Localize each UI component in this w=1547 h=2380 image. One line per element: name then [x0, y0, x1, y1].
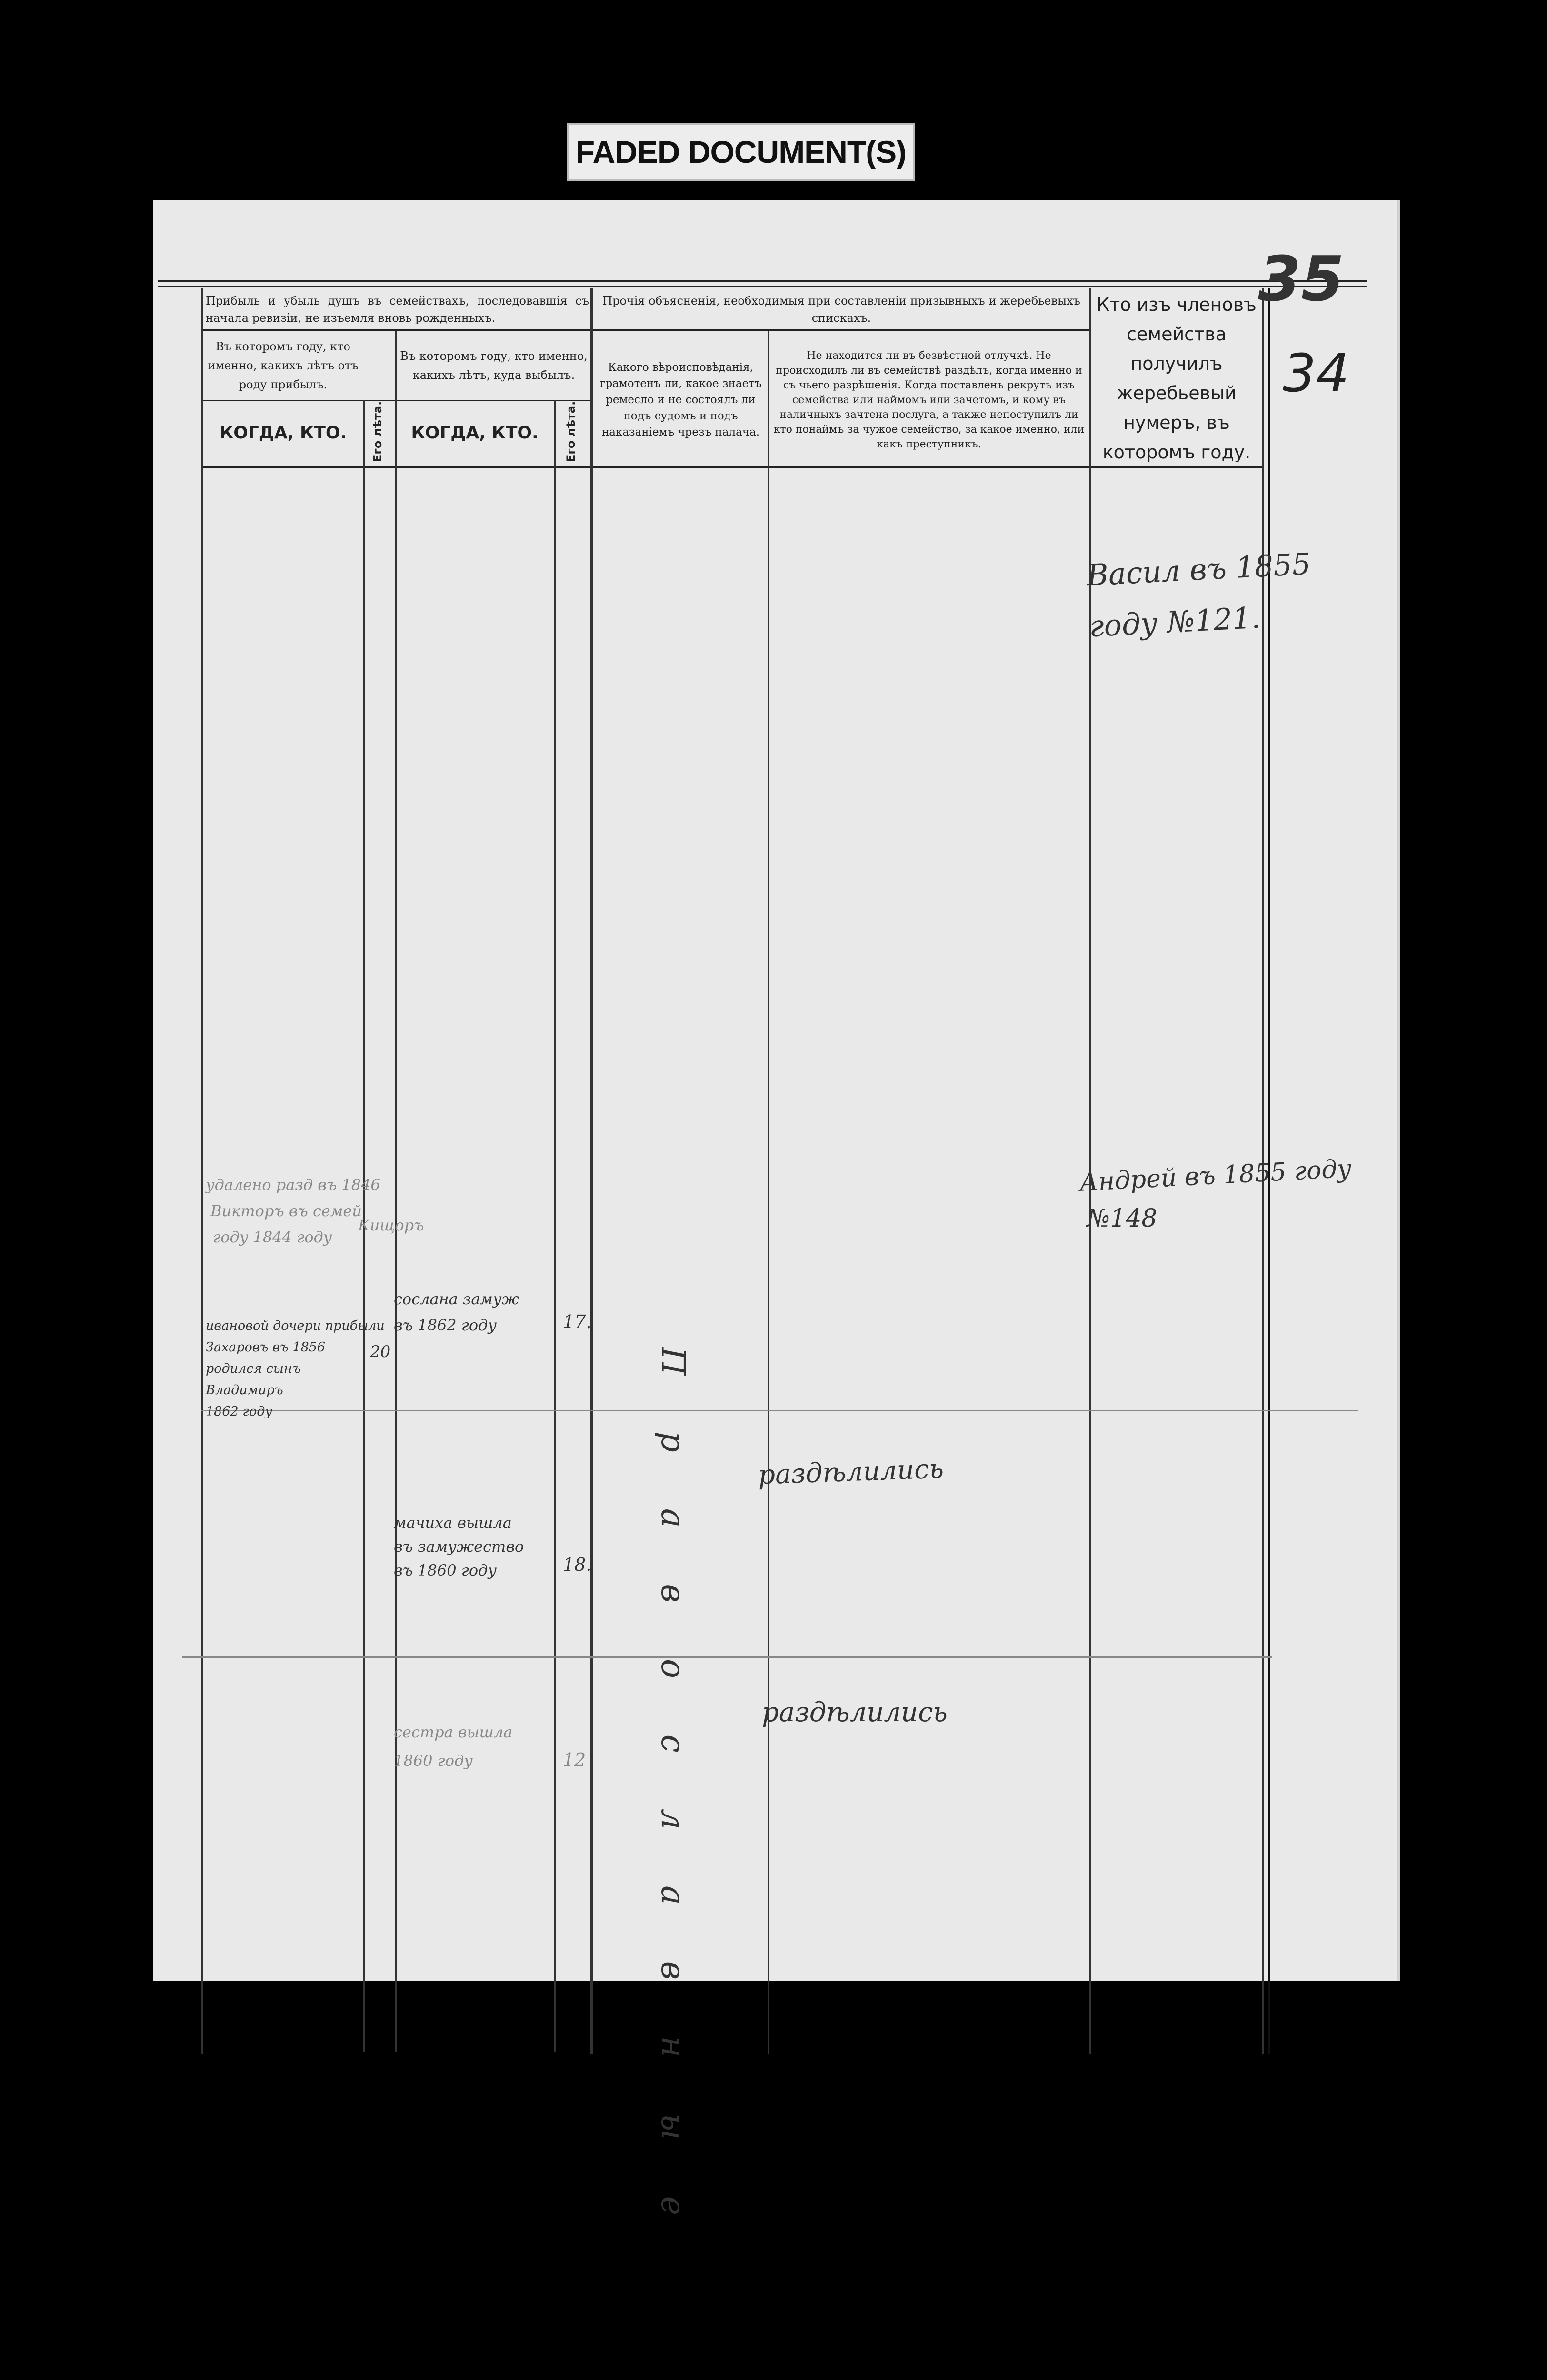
header-when-who-1: КОГДА, КТО.: [219, 423, 347, 443]
faded-document-label: FADED DOCUMENT(S): [567, 123, 915, 181]
header-age-1: Его лѣта.: [371, 401, 384, 462]
col-line-left: [201, 288, 203, 2054]
arrived-entry-1-line-3: году 1844 году: [213, 1228, 332, 1246]
departed-entry-1-age: 17.: [563, 1311, 592, 1332]
row-separator-2: [182, 1656, 1272, 1658]
arrived-entry-2-line-3: родился сынъ: [206, 1361, 301, 1376]
header-when-who-2: КОГДА, КТО.: [411, 423, 539, 443]
absence-entry-2: раздѣлились: [762, 1697, 948, 1728]
departed-entry-3-age: 12: [563, 1749, 586, 1770]
arrived-entry-2-line-1: ивановой дочери прибыли: [206, 1319, 385, 1333]
col-line-4: [554, 400, 556, 2052]
arrived-entry-1-line-2: Викторъ въ семей: [210, 1202, 362, 1220]
lot-entry-1-line-2: году №121.: [1088, 600, 1262, 644]
departed-entry-1-line-2: въ 1862 году: [394, 1316, 497, 1334]
departed-entry-2-age: 18.: [563, 1554, 592, 1575]
header-age-2: Его лѣта.: [564, 401, 578, 462]
lot-entry-2-line-1: Андрей въ 1855 году: [1078, 1154, 1352, 1197]
arrived-entry-1-age: Кищоръ: [358, 1216, 424, 1234]
departed-entry-2-line-3: въ 1860 году: [394, 1561, 497, 1579]
header-lot-number: Кто изъ членовъ семейства получилъ жеребьевый нумеръ, въ которомъ году.: [1097, 294, 1257, 463]
register-page: [153, 200, 1400, 2271]
absence-entry-1: раздѣлились: [757, 1453, 944, 1491]
header-arrivals-departures: Прибыль и убыль душъ въ семействахъ, последовавшiя съ начала ревизiи, не изъемля вновь рожденныхъ.: [206, 294, 589, 325]
lot-entry-2-line-2: №148: [1087, 1204, 1158, 1233]
religion-entry-vertical: Православные: [654, 1347, 691, 2271]
page-number-bottom: 34: [1283, 343, 1349, 404]
col-line-3: [395, 331, 397, 402]
departed-entry-2-line-1: мачиха вышла: [394, 1514, 512, 1532]
arrived-entry-1-line-1: удалено разд въ 1846: [206, 1176, 380, 1194]
lot-entry-1-line-1: Васил въ 1855: [1086, 546, 1312, 593]
departed-entry-1-line-1: сослана замуж: [394, 1290, 519, 1308]
top-rule: [158, 280, 1367, 282]
departed-entry-2-line-2: въ замужество: [394, 1537, 524, 1556]
col-line-5: [590, 288, 593, 2054]
header-arrived: Въ которомъ году, кто именно, какихъ лѣтъ отъ роду прибылъ.: [208, 339, 359, 391]
arrived-entry-2-line-2: Захаровъ въ 1856: [206, 1340, 326, 1355]
header-group-divider-2: [592, 329, 1091, 331]
header-other-explanations: Прочiя объясненiя, необходимыя при составленiи призывныхъ и жеребьевыхъ спискахъ.: [602, 294, 1080, 325]
arrived-entry-2-line-5: 1862 году: [206, 1404, 272, 1419]
arrived-entry-2-age: 20: [370, 1342, 391, 1361]
departed-entry-3-line-1: сестра вышла: [394, 1723, 513, 1741]
arrived-entry-2-line-4: Владимиръ: [206, 1383, 283, 1398]
top-rule-2: [158, 286, 1367, 287]
col-line-6: [768, 331, 769, 2054]
header-departed: Въ которомъ году, кто именно, какихъ лѣтъ, куда выбылъ.: [400, 349, 588, 382]
page-number-top: 35: [1258, 243, 1344, 315]
header-religion: Какого вѣроисповѣданiя, грамотенъ ли, какое знаетъ ремесло и не состоялъ ли подъ судомъ и подъ наказанiемъ чрезъ палача.: [599, 361, 762, 438]
departed-entry-3-line-2: 1860 году: [394, 1752, 473, 1770]
row-separator-1: [201, 1410, 1358, 1411]
header-absence: Не находится ли въ безвѣстной отлучкѣ. Не происходилъ ли въ семействѣ раздѣлъ, когда именно и съ чьего разрѣшенiя. Когда поставленъ рекрутъ изъ семейства или наймомъ или зачетомъ, и кому въ наличныхъ зачтена послуга, а также непоступилъ ли кто понаймъ за чужое семейство, за какое именно, или какъ преступникъ.: [773, 349, 1085, 450]
